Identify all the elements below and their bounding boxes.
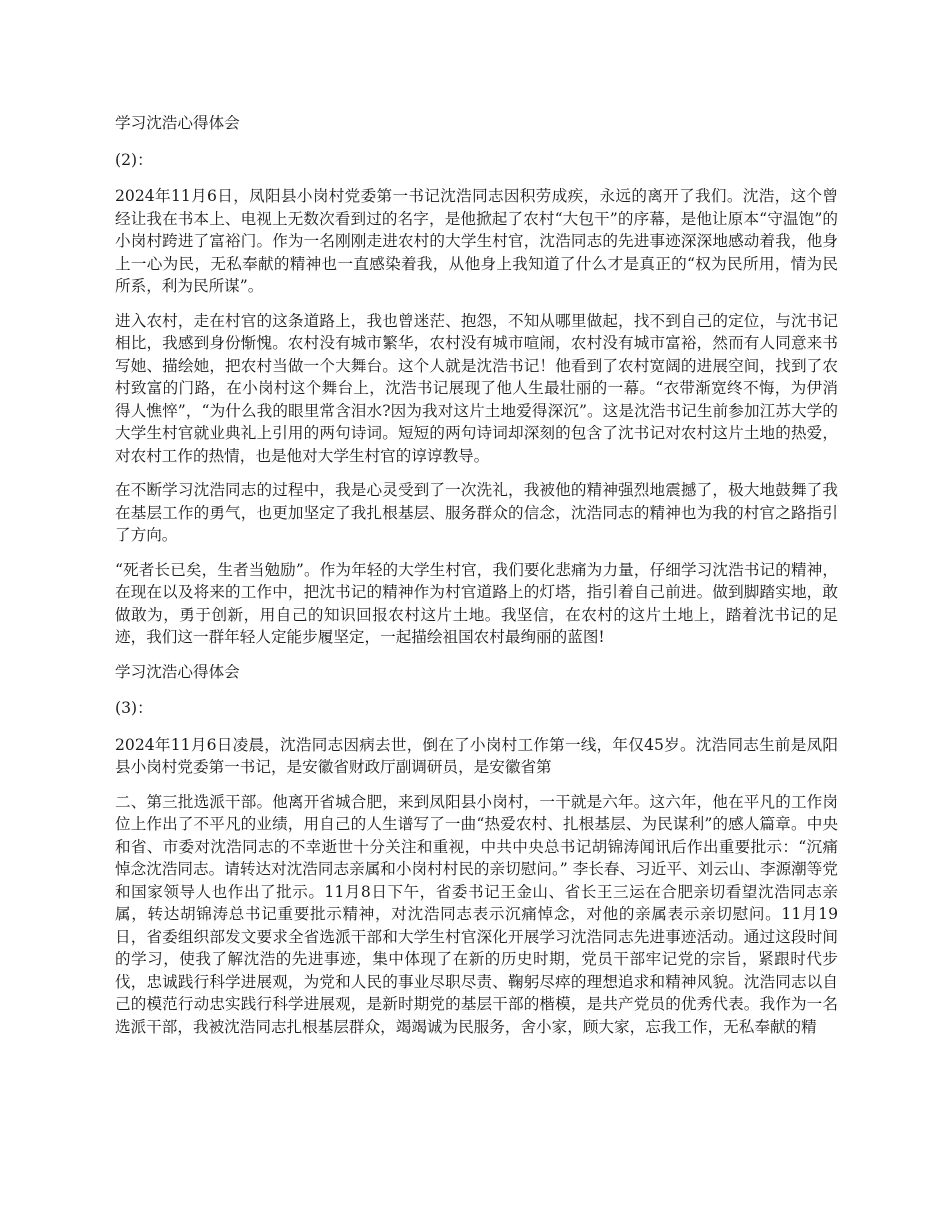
paragraph: 二、第三批选派干部。他离开省城合肥，来到凤阳县小岗村，一干就是六年。这六年，他在平凡的工作岗位上作出了不平凡的业绩，用自己的人生谱写了一曲“热爱农村、扎根基层、为民谋利”的感人篇章。中央和省、市委对沈浩同志的不幸逝世十分关注和重视，中共中央总书记胡锦涛闻讯后作出重要批示：“沉痛悼念沈浩同志。请转达对沈浩同志亲属和小岗村村民的亲切慰问。” 李长春、习近平、刘云山、李源潮等党和国家领导人也作出了批示。11月8日下午，省委书记王金山、省长王三运在合肥亲切看望沈浩同志亲属，转达胡锦涛总书记重要批示精神，对沈浩同志表示沉痛悼念，对他的亲属表示亲切慰问。11月19日，省委组织部发文要求全省选派干部和大学生村官深化开展学习沈浩同志先进事迹活动。通过这段时间的学习，使我了解沈浩的先进事迹，集中体现了在新的历史时期，党员干部牢记党的宗旨，紧跟时代步伐，忠诚践行科学进展观，为党和人民的事业尽职尽责、鞠躬尽瘁的理想追求和精神风貌。沈浩同志以自己的模范行动忠实践行科学进展观，是新时期党的基层干部的楷模，是共产党员的优秀代表。我作为一名选派干部，我被沈浩同志扎根基层群众，竭竭诚为民服务，舍小家，顾大家，忘我工作，无私奉献的精: [115, 792, 838, 1036]
paragraph: 进入农村，走在村官的这条道路上，我也曾迷茫、抱怨，不知从哪里做起，找不到自己的定位，与沈书记相比，我感到身份惭愧。农村没有城市繁华，农村没有城市喧闹，农村没有城市富裕，然而有人同意来书写她、描绘她，把农村当做一个大舞台。这个人就是沈浩书记！他看到了农村宽阔的进展空间，找到了农村致富的门路，在小岗村这个舞台上，沈浩书记展现了他人生最壮丽的一幕。“衣带渐宽终不悔，为伊消得人憔悴”，“为什么我的眼里常含泪水?因为我对这片土地爱得深沉”。这是沈浩书记生前参加江苏大学的大学生村官就业典礼上引用的两句诗词。短短的两句诗词却深刻的包含了沈书记对农村这片土地的热爱，对农村工作的热情，也是他对大学生村官的谆谆教导。: [115, 311, 838, 465]
section-title-2: 学习沈浩心得体会: [115, 662, 240, 681]
paragraph: “死者长已矣，生者当勉励”。作为年轻的大学生村官，我们要化悲痛为力量，仔细学习沈浩书记的精神，在现在以及将来的工作中，把沈书记的精神作为村官道路上的灯塔，指引着自己前进。做到脚踏实地，敢做敢为，勇于创新，用自己的知识回报农村这片土地。我坚信，在农村的这片土地上，踏着沈书记的足迹，我们这一群年轻人定能步履坚定，一起描绘祖国农村最绚丽的蓝图!: [115, 560, 838, 646]
section-number-1: (2)：: [115, 150, 153, 169]
section-number-2: (3)：: [115, 699, 153, 717]
document-page: [115, 112, 838, 1050]
paragraph: 2024年11月6日凌晨，沈浩同志因病去世，倒在了小岗村工作第一线，年仅45岁。沈浩同志生前是凤阳县小岗村党委第一书记，是安徽省财政厅副调研员，是安徽省第: [115, 735, 838, 776]
paragraph: 在不断学习沈浩同志的过程中，我是心灵受到了一次洗礼，我被他的精神强烈地震撼了，极大地鼓舞了我在基层工作的勇气，也更加坚定了我扎根基层、服务群众的信念，沈浩同志的精神也为我的村官之路指引了方向。: [115, 481, 838, 544]
section-title-1: 学习沈浩心得体会: [115, 114, 240, 132]
paragraph: 2024年11月6日，凤阳县小岗村党委第一书记沈浩同志因积劳成疾，永远的离开了我们。沈浩，这个曾经让我在书本上、电视上无数次看到过的名字，是他掀起了农村“大包干”的序幕，是他让原本“守温饱”的小岗村跨进了富裕门。作为一名刚刚走进农村的大学生村官，沈浩同志的先进事迹深深地感动着我，他身上一心为民，无私奉献的精神也一直感染着我，从他身上我知道了什么才是真正的“权为民所用，情为民所系，利为民所谋”。: [115, 187, 838, 295]
